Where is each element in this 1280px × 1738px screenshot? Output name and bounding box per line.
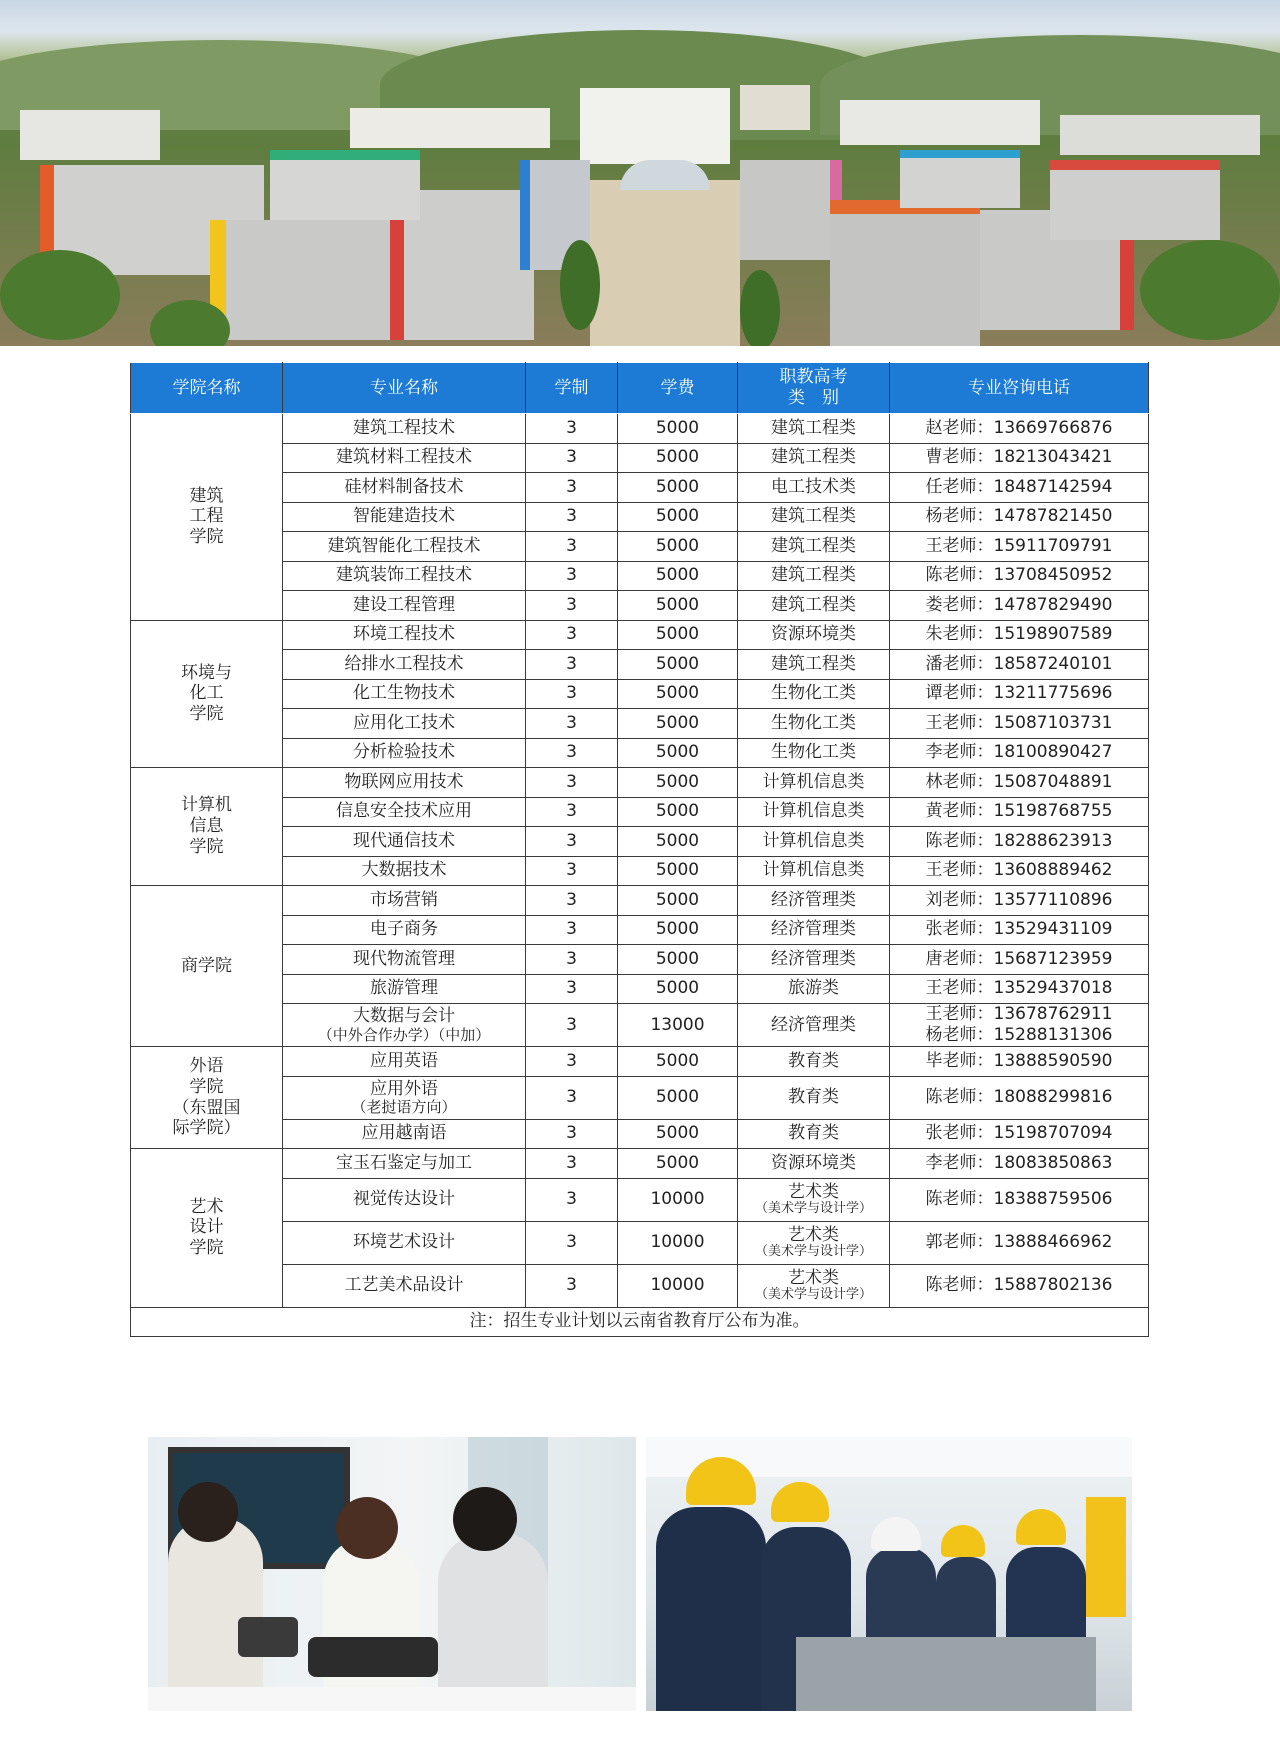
major-cell: [283, 827, 526, 857]
table-row: [131, 679, 1149, 709]
table-row: [131, 502, 1149, 532]
table-row: [131, 827, 1149, 857]
phone-cell: [890, 1149, 1149, 1179]
phone-cell: [890, 797, 1149, 827]
table-row: [131, 768, 1149, 798]
phone-number-line: 杨老师：14787821450: [925, 506, 1113, 527]
exam-category-line: 建筑工程类: [771, 594, 856, 615]
fee-cell: 5000: [618, 1076, 738, 1119]
phone-cell: [890, 1264, 1149, 1307]
exam-category-line: 生物化工类: [771, 742, 856, 763]
college-name-line: 际学院）: [172, 1118, 241, 1139]
years-cell: 3: [526, 1076, 618, 1119]
fee-cell: 5000: [618, 679, 738, 709]
phone-number-line: 任老师：18487142594: [925, 476, 1113, 497]
major-cell: [283, 945, 526, 975]
major-name-line: 电子商务: [370, 919, 438, 940]
header-major: 专业名称: [283, 363, 526, 414]
phone-number-line: 陈老师：18388759506: [925, 1189, 1113, 1210]
college-name-line: （东盟国: [172, 1097, 241, 1118]
years-cell: 3: [526, 1004, 618, 1047]
phone-cell: [890, 414, 1149, 444]
exam-category-cell: [738, 650, 890, 680]
exam-category-cell: [738, 886, 890, 916]
exam-category-line: （美术学与设计学）: [754, 1201, 872, 1217]
table-body: [131, 414, 1149, 1337]
table-header-row: [131, 363, 1149, 414]
exam-category-line: 建筑工程类: [771, 447, 856, 468]
phone-cell: [890, 502, 1149, 532]
college-name-line: 计算机: [181, 795, 232, 816]
major-name-line: 大数据与会计: [353, 1006, 455, 1026]
major-cell: [283, 1264, 526, 1307]
phone-cell: [890, 561, 1149, 591]
exam-category-cell: [738, 915, 890, 945]
years-cell: 3: [526, 827, 618, 857]
exam-category-line: 生物化工类: [771, 712, 856, 733]
fee-cell: 5000: [618, 473, 738, 503]
fee-cell: 5000: [618, 1149, 738, 1179]
fee-cell: 5000: [618, 502, 738, 532]
phone-number-line: 林老师：15087048891: [925, 771, 1113, 792]
years-cell: 3: [526, 679, 618, 709]
major-cell: [283, 502, 526, 532]
years-cell: 3: [526, 915, 618, 945]
major-name-line: 应用外语: [370, 1078, 438, 1099]
phone-cell: [890, 856, 1149, 886]
years-cell: 3: [526, 1221, 618, 1264]
exam-category-cell: [738, 974, 890, 1004]
college-name-line: 建筑: [189, 485, 224, 506]
phone-number-line: 刘老师：13577110896: [925, 889, 1113, 910]
phone-cell: [890, 915, 1149, 945]
header-college: 学院名称: [131, 363, 283, 414]
exam-category-line: 计算机信息类: [762, 801, 865, 822]
years-cell: 3: [526, 1149, 618, 1179]
years-cell: 3: [526, 709, 618, 739]
exam-category-line: 资源环境类: [771, 624, 856, 645]
major-name-line: （老挝语方向）: [351, 1098, 457, 1117]
phone-number-line: 潘老师：18587240101: [925, 653, 1113, 674]
phone-number-line: 王老师：15087103731: [925, 712, 1113, 733]
table-row: [131, 1076, 1149, 1119]
exam-category-line: 教育类: [788, 1050, 839, 1071]
fee-cell: 5000: [618, 797, 738, 827]
major-name-line: 建设工程管理: [353, 594, 455, 615]
college-name-line: 环境与: [181, 662, 232, 683]
major-cell: [283, 443, 526, 473]
phone-number-line: 陈老师：18288623913: [925, 830, 1113, 851]
phone-cell: [890, 679, 1149, 709]
fee-cell: 5000: [618, 443, 738, 473]
phone-number-line: 王老师：13608889462: [925, 860, 1113, 881]
major-cell: [283, 856, 526, 886]
college-cell: [131, 414, 283, 621]
fee-cell: 5000: [618, 915, 738, 945]
years-cell: 3: [526, 532, 618, 562]
major-cell: [283, 1221, 526, 1264]
table-row: [131, 1178, 1149, 1221]
exam-category-cell: [738, 768, 890, 798]
table-row: [131, 945, 1149, 975]
phone-number-line: 曹老师：18213043421: [925, 447, 1113, 468]
phone-cell: [890, 768, 1149, 798]
major-name-line: 环境工程技术: [353, 624, 455, 645]
phone-cell: [890, 974, 1149, 1004]
phone-number-line: 娄老师：14787829490: [925, 594, 1113, 615]
major-name-line: （中外合作办学）（中加）: [317, 1025, 491, 1044]
fee-cell: 5000: [618, 1047, 738, 1077]
exam-category-line: 资源环境类: [771, 1152, 856, 1173]
table-row: [131, 443, 1149, 473]
major-name-line: 视觉传达设计: [353, 1189, 455, 1210]
majors-table-container: [130, 362, 1148, 1337]
phone-number-line: 陈老师：13708450952: [925, 565, 1113, 586]
college-name-line: 外语: [189, 1056, 224, 1077]
phone-cell: [890, 650, 1149, 680]
years-cell: 3: [526, 561, 618, 591]
table-row: [131, 1004, 1149, 1047]
college-cell: [131, 768, 283, 886]
major-cell: [283, 1004, 526, 1047]
college-cell: [131, 1149, 283, 1308]
major-name-line: 化工生物技术: [353, 683, 455, 704]
table-row: [131, 797, 1149, 827]
years-cell: 3: [526, 768, 618, 798]
phone-cell: [890, 1047, 1149, 1077]
exam-category-cell: [738, 827, 890, 857]
fee-cell: 5000: [618, 856, 738, 886]
table-row: [131, 1047, 1149, 1077]
phone-cell: [890, 886, 1149, 916]
phone-number-line: 赵老师：13669766876: [925, 417, 1113, 438]
table-row: [131, 650, 1149, 680]
exam-category-cell: [738, 1119, 890, 1149]
years-cell: 3: [526, 620, 618, 650]
college-name-line: 化工: [189, 683, 224, 704]
major-cell: [283, 709, 526, 739]
fee-cell: 5000: [618, 561, 738, 591]
years-cell: 3: [526, 1119, 618, 1149]
years-cell: 3: [526, 1178, 618, 1221]
major-name-line: 硅材料制备技术: [344, 476, 464, 497]
fee-cell: 5000: [618, 591, 738, 621]
major-cell: [283, 532, 526, 562]
years-cell: 3: [526, 502, 618, 532]
exam-category-line: 经济管理类: [771, 919, 856, 940]
college-name-line: 商学院: [181, 955, 232, 976]
table-row: [131, 856, 1149, 886]
students-robot-photo: [148, 1437, 636, 1711]
major-cell: [283, 974, 526, 1004]
fee-cell: 10000: [618, 1178, 738, 1221]
exam-category-line: 电工技术类: [771, 476, 856, 497]
exam-category-cell: [738, 591, 890, 621]
table-row: [131, 1149, 1149, 1179]
phone-cell: [890, 1221, 1149, 1264]
exam-category-cell: [738, 797, 890, 827]
major-cell: [283, 797, 526, 827]
phone-cell: [890, 827, 1149, 857]
exam-category-cell: [738, 561, 890, 591]
table-row: [131, 532, 1149, 562]
major-name-line: 物联网应用技术: [344, 771, 464, 792]
table-row: [131, 1119, 1149, 1149]
phone-number-line: 毕老师：13888590590: [925, 1050, 1113, 1071]
college-name-line: 学院: [189, 1238, 224, 1259]
major-cell: [283, 1119, 526, 1149]
exam-category-cell: [738, 443, 890, 473]
fee-cell: 5000: [618, 974, 738, 1004]
exam-category-line: 艺术类: [788, 1181, 839, 1202]
major-name-line: 建筑材料工程技术: [336, 447, 472, 468]
fee-cell: 5000: [618, 945, 738, 975]
header-years: 学制: [526, 363, 618, 414]
exam-category-line: 建筑工程类: [771, 506, 856, 527]
major-name-line: 应用越南语: [361, 1123, 447, 1144]
exam-category-cell: [738, 945, 890, 975]
phone-cell: [890, 738, 1149, 768]
exam-category-cell: [738, 1004, 890, 1047]
major-cell: [283, 738, 526, 768]
exam-category-cell: [738, 532, 890, 562]
table-row: [131, 709, 1149, 739]
table-row: [131, 561, 1149, 591]
major-cell: [283, 768, 526, 798]
campus-aerial-photo: [0, 0, 1280, 346]
exam-category-cell: [738, 1047, 890, 1077]
major-name-line: 宝玉石鉴定与加工: [336, 1152, 472, 1173]
major-cell: [283, 650, 526, 680]
fee-cell: 13000: [618, 1004, 738, 1047]
phone-cell: [890, 1076, 1149, 1119]
college-name-line: 学院: [189, 527, 224, 548]
table-row: [131, 473, 1149, 503]
major-cell: [283, 1047, 526, 1077]
major-cell: [283, 886, 526, 916]
exam-category-cell: [738, 1221, 890, 1264]
table-row: [131, 886, 1149, 916]
years-cell: 3: [526, 650, 618, 680]
phone-cell: [890, 473, 1149, 503]
major-cell: [283, 1076, 526, 1119]
major-name-line: 智能建造技术: [353, 506, 455, 527]
fee-cell: 5000: [618, 886, 738, 916]
exam-category-cell: [738, 473, 890, 503]
phone-number-line: 朱老师：15198907589: [925, 624, 1113, 645]
major-cell: [283, 591, 526, 621]
major-cell: [283, 679, 526, 709]
phone-number-line: 李老师：18083850863: [925, 1152, 1113, 1173]
major-name-line: 工艺美术品设计: [344, 1275, 464, 1296]
exam-category-line: 建筑工程类: [771, 653, 856, 674]
major-name-line: 环境艺术设计: [353, 1232, 455, 1253]
phone-number-line: 谭老师：13211775696: [925, 683, 1113, 704]
fee-cell: 5000: [618, 738, 738, 768]
phone-number-line: 王老师：15911709791: [925, 535, 1113, 556]
years-cell: 3: [526, 797, 618, 827]
fee-cell: 5000: [618, 1119, 738, 1149]
years-cell: 3: [526, 443, 618, 473]
phone-cell: [890, 443, 1149, 473]
exam-category-cell: [738, 620, 890, 650]
exam-category-cell: [738, 1264, 890, 1307]
major-name-line: 分析检验技术: [353, 742, 455, 763]
phone-cell: [890, 1178, 1149, 1221]
exam-category-line: 旅游类: [788, 978, 839, 999]
table-row: [131, 591, 1149, 621]
college-name-line: 艺术: [189, 1196, 224, 1217]
fee-cell: 5000: [618, 827, 738, 857]
major-name-line: 大数据技术: [361, 860, 447, 881]
exam-category-line: 教育类: [788, 1087, 839, 1108]
college-name-line: 设计: [189, 1217, 224, 1238]
major-name-line: 建筑装饰工程技术: [336, 565, 472, 586]
header-fee: 学费: [618, 363, 738, 414]
note-row: [131, 1307, 1149, 1337]
enrollment-note: 注：招生专业计划以云南省教育厅公布为准。: [131, 1307, 1149, 1337]
fee-cell: 10000: [618, 1264, 738, 1307]
major-cell: [283, 473, 526, 503]
phone-cell: [890, 591, 1149, 621]
table-row: [131, 1221, 1149, 1264]
college-name-line: 工程: [189, 506, 224, 527]
majors-table: [130, 362, 1149, 1337]
header-exam-category-line1: 职教高考: [779, 367, 848, 388]
exam-category-line: 经济管理类: [771, 889, 856, 910]
fee-cell: 5000: [618, 620, 738, 650]
years-cell: 3: [526, 738, 618, 768]
years-cell: 3: [526, 414, 618, 444]
phone-number-line: 唐老师：15687123959: [925, 948, 1113, 969]
major-name-line: 市场营销: [370, 889, 438, 910]
major-name-line: 应用化工技术: [353, 712, 455, 733]
phone-number-line: 王老师：13678762911: [925, 1004, 1113, 1025]
table-row: [131, 738, 1149, 768]
major-cell: [283, 414, 526, 444]
fee-cell: 10000: [618, 1221, 738, 1264]
major-name-line: 建筑工程技术: [353, 417, 455, 438]
phone-cell: [890, 945, 1149, 975]
years-cell: 3: [526, 473, 618, 503]
college-name-line: 学院: [189, 704, 224, 725]
exam-category-cell: [738, 1076, 890, 1119]
major-name-line: 给排水工程技术: [344, 653, 464, 674]
phone-number-line: 张老师：13529431109: [925, 919, 1113, 940]
workshop-training-photo: [646, 1437, 1132, 1711]
exam-category-line: 建筑工程类: [771, 565, 856, 586]
phone-number-line: 王老师：13529437018: [925, 978, 1113, 999]
years-cell: 3: [526, 886, 618, 916]
exam-category-line: 建筑工程类: [771, 417, 856, 438]
years-cell: 3: [526, 1264, 618, 1307]
phone-cell: [890, 1119, 1149, 1149]
phone-cell: [890, 620, 1149, 650]
exam-category-line: （美术学与设计学）: [754, 1244, 872, 1260]
years-cell: 3: [526, 591, 618, 621]
phone-number-line: 郭老师：13888466962: [925, 1232, 1113, 1253]
phone-cell: [890, 709, 1149, 739]
exam-category-line: 计算机信息类: [762, 860, 865, 881]
exam-category-line: 建筑工程类: [771, 535, 856, 556]
exam-category-line: 经济管理类: [771, 948, 856, 969]
phone-number-line: 杨老师：15288131306: [925, 1025, 1113, 1045]
exam-category-line: 生物化工类: [771, 683, 856, 704]
major-cell: [283, 915, 526, 945]
exam-category-line: 计算机信息类: [762, 771, 865, 792]
major-name-line: 信息安全技术应用: [336, 801, 472, 822]
exam-category-line: 艺术类: [788, 1267, 839, 1288]
fee-cell: 5000: [618, 532, 738, 562]
major-name-line: 现代物流管理: [353, 948, 455, 969]
header-exam-category-line2: 类 别: [788, 388, 839, 408]
exam-category-cell: [738, 709, 890, 739]
header-exam-category: [738, 363, 890, 414]
exam-category-cell: [738, 856, 890, 886]
major-name-line: 应用英语: [370, 1050, 438, 1071]
years-cell: 3: [526, 945, 618, 975]
exam-category-cell: [738, 1178, 890, 1221]
header-phone: 专业咨询电话: [890, 363, 1149, 414]
phone-number-line: 张老师：15198707094: [925, 1123, 1113, 1144]
college-cell: [131, 620, 283, 768]
phone-cell: [890, 532, 1149, 562]
phone-number-line: 黄老师：15198768755: [925, 801, 1113, 822]
major-cell: [283, 620, 526, 650]
table-row: [131, 974, 1149, 1004]
exam-category-line: 艺术类: [788, 1224, 839, 1245]
years-cell: 3: [526, 974, 618, 1004]
exam-category-line: 经济管理类: [771, 1014, 856, 1035]
exam-category-cell: [738, 502, 890, 532]
phone-number-line: 陈老师：18088299816: [925, 1087, 1113, 1108]
fee-cell: 5000: [618, 768, 738, 798]
major-cell: [283, 561, 526, 591]
college-name-line: 学院: [189, 1076, 224, 1097]
fee-cell: 5000: [618, 709, 738, 739]
table-row: [131, 414, 1149, 444]
major-name-line: 建筑智能化工程技术: [327, 535, 481, 556]
major-cell: [283, 1178, 526, 1221]
exam-category-line: （美术学与设计学）: [754, 1287, 872, 1303]
table-row: [131, 620, 1149, 650]
major-name-line: 旅游管理: [370, 978, 438, 999]
years-cell: 3: [526, 1047, 618, 1077]
college-name-line: 学院: [189, 836, 224, 857]
exam-category-line: 教育类: [788, 1123, 839, 1144]
exam-category-cell: [738, 679, 890, 709]
fee-cell: 5000: [618, 650, 738, 680]
college-cell: [131, 1047, 283, 1149]
fee-cell: 5000: [618, 414, 738, 444]
college-cell: [131, 886, 283, 1047]
years-cell: 3: [526, 856, 618, 886]
exam-category-cell: [738, 1149, 890, 1179]
exam-category-line: 计算机信息类: [762, 830, 865, 851]
phone-number-line: 陈老师：15887802136: [925, 1275, 1113, 1296]
phone-number-line: 李老师：18100890427: [925, 742, 1113, 763]
table-row: [131, 915, 1149, 945]
college-name-line: 信息: [189, 816, 224, 837]
major-cell: [283, 1149, 526, 1179]
phone-cell: [890, 1004, 1149, 1047]
table-row: [131, 1264, 1149, 1307]
major-name-line: 现代通信技术: [353, 830, 455, 851]
exam-category-cell: [738, 414, 890, 444]
exam-category-cell: [738, 738, 890, 768]
